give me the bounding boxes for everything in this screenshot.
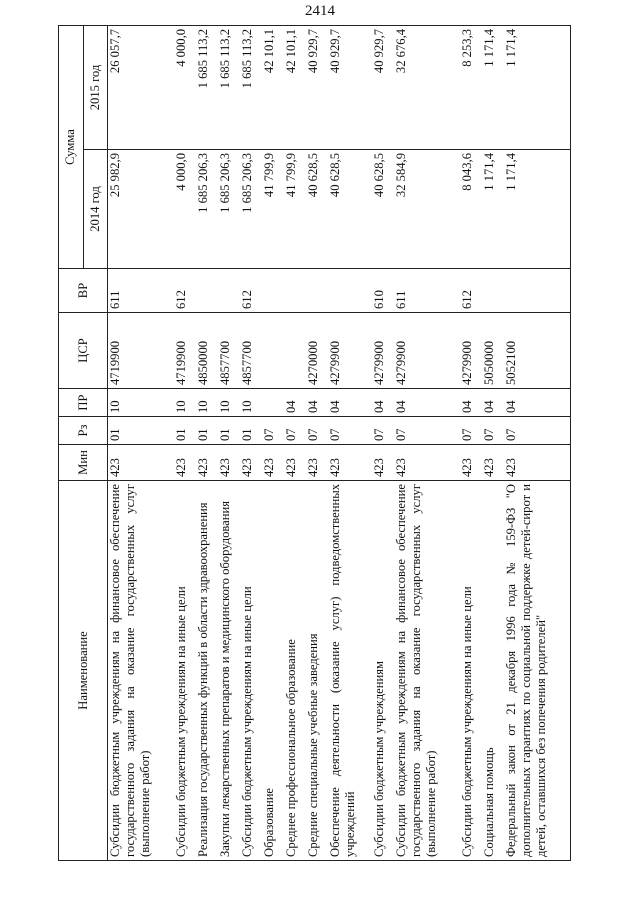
cell-min: 423: [218, 445, 240, 481]
header-min: Мин: [59, 445, 108, 481]
cell-y2015: 42 101,1: [284, 25, 306, 149]
table-body: [108, 25, 571, 860]
cell-name: Субсидии бюджетным учреждениям на иные цели: [240, 481, 262, 861]
cell-rz: 07: [504, 417, 571, 445]
header-rz: Рз: [59, 417, 108, 445]
cell-rz: 07: [306, 417, 328, 445]
cell-y2014: 41 799,9: [284, 150, 306, 269]
cell-min: 423: [482, 445, 504, 481]
cell-rz: 07: [482, 417, 504, 445]
cell-pr: 10: [218, 389, 240, 417]
table-row: [262, 25, 284, 860]
cell-pr: 04: [306, 389, 328, 417]
cell-name: Реализация государственных функций в области здравоохранения: [196, 481, 218, 861]
cell-pr: 04: [284, 389, 306, 417]
cell-pr: 04: [372, 389, 394, 417]
cell-vr: 611: [108, 269, 175, 313]
cell-min: 423: [372, 445, 394, 481]
cell-name: Субсидии бюджетным учреждениям на иные цели: [460, 481, 482, 861]
cell-y2014: 8 043,6: [460, 150, 482, 269]
cell-y2014: 40 628,5: [306, 150, 328, 269]
cell-y2015: 8 253,3: [460, 25, 482, 149]
cell-y2015: 26 057,7: [108, 25, 175, 149]
cell-y2015: 1 171,4: [482, 25, 504, 149]
table-row: [504, 25, 571, 860]
cell-y2014: 1 171,4: [504, 150, 571, 269]
cell-vr: 611: [394, 269, 460, 313]
cell-pr: 10: [108, 389, 175, 417]
cell-min: 423: [174, 445, 196, 481]
table-row: [372, 25, 394, 860]
cell-pr: 10: [240, 389, 262, 417]
header-pr: ПР: [59, 389, 108, 417]
cell-pr: 10: [196, 389, 218, 417]
cell-vr: 612: [240, 269, 262, 313]
cell-min: 423: [328, 445, 372, 481]
cell-rz: 07: [262, 417, 284, 445]
table-row: [240, 25, 262, 860]
cell-csr: 5050000: [482, 313, 504, 389]
cell-vr: 610: [372, 269, 394, 313]
cell-name: Субсидии бюджетным учреждениям на финансовое обеспечение государственного задания на оказание государственных услуг (выполнение работ): [108, 481, 175, 861]
cell-y2014: 1 685 206,3: [240, 150, 262, 269]
cell-csr: 4719900: [108, 313, 175, 389]
cell-pr: 04: [460, 389, 482, 417]
cell-vr: [196, 269, 218, 313]
table-row: [482, 25, 504, 860]
table-row: [284, 25, 306, 860]
cell-y2014: 4 000,0: [174, 150, 196, 269]
cell-rz: 07: [394, 417, 460, 445]
cell-vr: [284, 269, 306, 313]
cell-pr: 04: [482, 389, 504, 417]
header-sum: Сумма: [59, 25, 84, 268]
table-row: [196, 25, 218, 860]
table-row: [328, 25, 372, 860]
cell-name: Субсидии бюджетным учреждениям: [372, 481, 394, 861]
cell-vr: [262, 269, 284, 313]
cell-min: 423: [460, 445, 482, 481]
cell-rz: 07: [372, 417, 394, 445]
cell-pr: 10: [174, 389, 196, 417]
cell-csr: 4279900: [460, 313, 482, 389]
cell-vr: [328, 269, 372, 313]
cell-y2014: 41 799,9: [262, 150, 284, 269]
cell-pr: 04: [328, 389, 372, 417]
cell-rz: 07: [328, 417, 372, 445]
cell-pr: [262, 389, 284, 417]
cell-y2015: 1 685 113,2: [240, 25, 262, 149]
cell-name: Закупки лекарственных препаратов и медицинского оборудования: [218, 481, 240, 861]
cell-y2015: 42 101,1: [262, 25, 284, 149]
cell-vr: 612: [174, 269, 196, 313]
cell-csr: 4850000: [196, 313, 218, 389]
cell-name: Обеспечение деятельности (оказание услуг) подведомственных учреждений: [328, 481, 372, 861]
cell-min: 423: [240, 445, 262, 481]
cell-csr: 4279900: [394, 313, 460, 389]
header-name: Наименование: [59, 481, 108, 861]
cell-y2015: 1 685 113,2: [218, 25, 240, 149]
table-row: [460, 25, 482, 860]
cell-rz: 01: [218, 417, 240, 445]
cell-min: 423: [284, 445, 306, 481]
header-vr: ВР: [59, 269, 108, 313]
cell-rz: 01: [108, 417, 175, 445]
cell-csr: 4857700: [240, 313, 262, 389]
cell-name: Среднее профессиональное образование: [284, 481, 306, 861]
cell-csr: [284, 313, 306, 389]
cell-rz: 01: [240, 417, 262, 445]
cell-rz: 07: [284, 417, 306, 445]
cell-name: Субсидии бюджетным учреждениям на финансовое обеспечение государственного задания на оказание государственных услуг (выполнение работ): [394, 481, 460, 861]
cell-vr: [504, 269, 571, 313]
cell-y2015: 1 685 113,2: [196, 25, 218, 149]
header-csr: ЦСР: [59, 313, 108, 389]
cell-y2014: 1 685 206,3: [218, 150, 240, 269]
cell-y2014: 40 628,5: [372, 150, 394, 269]
cell-y2015: 40 929,7: [372, 25, 394, 149]
table-row: [174, 25, 196, 860]
cell-min: 423: [306, 445, 328, 481]
page-number: 2414: [305, 3, 335, 19]
table-row: [108, 25, 175, 860]
cell-y2015: 32 676,4: [394, 25, 460, 149]
cell-csr: 4270000: [306, 313, 328, 389]
budget-table: [58, 25, 571, 861]
header-2015: 2015 год: [83, 25, 108, 149]
cell-rz: 01: [196, 417, 218, 445]
cell-csr: 4279900: [372, 313, 394, 389]
cell-csr: 4719900: [174, 313, 196, 389]
cell-csr: 4857700: [218, 313, 240, 389]
table-row: [306, 25, 328, 860]
cell-min: 423: [196, 445, 218, 481]
cell-y2014: 1 685 206,3: [196, 150, 218, 269]
cell-min: 423: [394, 445, 460, 481]
cell-y2014: 32 584,9: [394, 150, 460, 269]
cell-min: 423: [504, 445, 571, 481]
cell-y2015: 4 000,0: [174, 25, 196, 149]
cell-pr: 04: [394, 389, 460, 417]
header-2014: 2014 год: [83, 150, 108, 269]
cell-y2015: 1 171,4: [504, 25, 571, 149]
cell-y2014: 40 628,5: [328, 150, 372, 269]
cell-pr: 04: [504, 389, 571, 417]
cell-csr: 4279900: [328, 313, 372, 389]
cell-rz: 01: [174, 417, 196, 445]
cell-vr: [306, 269, 328, 313]
cell-name: Образование: [262, 481, 284, 861]
cell-min: 423: [262, 445, 284, 481]
cell-name: Социальная помощь: [482, 481, 504, 861]
cell-y2014: 1 171,4: [482, 150, 504, 269]
cell-y2015: 40 929,7: [328, 25, 372, 149]
table-row: [218, 25, 240, 860]
table-row: [394, 25, 460, 860]
cell-vr: [218, 269, 240, 313]
cell-vr: [482, 269, 504, 313]
cell-name: Субсидии бюджетным учреждениям на иные цели: [174, 481, 196, 861]
cell-vr: 612: [460, 269, 482, 313]
cell-csr: 5052100: [504, 313, 571, 389]
cell-csr: [262, 313, 284, 389]
cell-y2015: 40 929,7: [306, 25, 328, 149]
cell-name: Федеральный закон от 21 декабря 1996 года № 159-ФЗ "О дополнительных гарантиях по социальной поддержке детей-сирот и детей, оставшихся без попечения родителей": [504, 481, 571, 861]
cell-name: Средние специальные учебные заведения: [306, 481, 328, 861]
cell-rz: 07: [460, 417, 482, 445]
cell-min: 423: [108, 445, 175, 481]
cell-y2014: 25 982,9: [108, 150, 175, 269]
